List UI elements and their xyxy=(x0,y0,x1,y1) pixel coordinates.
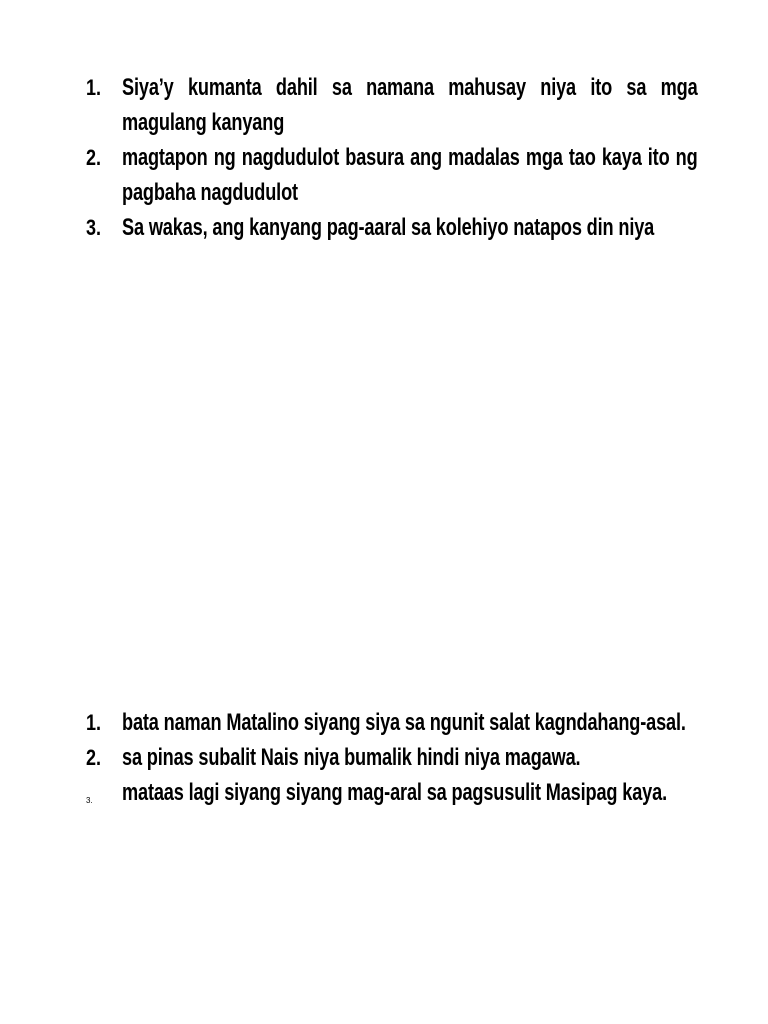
item-text-wrapper xyxy=(122,775,698,810)
list-item xyxy=(86,70,698,140)
item-text: magtapon ng nagdudulot basura ang madalas mga tao kaya ito ng pagbaha nagdudulot xyxy=(122,144,698,206)
item-number: 1. xyxy=(86,710,102,735)
first-sentence-list xyxy=(86,70,698,245)
list-item xyxy=(86,210,698,245)
item-text-wrapper xyxy=(122,740,698,775)
item-text: bata naman Matalino siyang siya sa ngunit salat kagndahang-asal. xyxy=(122,709,686,736)
item-number: 1. xyxy=(86,75,102,100)
item-number: 3. xyxy=(86,796,93,805)
item-number: 2. xyxy=(86,745,102,770)
item-text: mataas lagi siyang siyang mag-aral sa pagsusulit Masipag kaya. xyxy=(122,779,667,806)
list-item xyxy=(86,140,698,210)
second-sentence-list xyxy=(86,705,698,810)
item-text: Siya’y kumanta dahil sa namana mahusay niya ito sa mga magulang kanyang xyxy=(122,74,698,136)
item-text-wrapper xyxy=(122,705,698,740)
item-text-wrapper xyxy=(122,70,698,140)
item-text-wrapper xyxy=(122,140,698,210)
item-text: Sa wakas, ang kanyang pag-aaral sa kolehiyo natapos din niya xyxy=(122,214,655,241)
item-text-wrapper xyxy=(122,210,698,245)
item-text: sa pinas subalit Nais niya bumalik hindi niya magawa. xyxy=(122,744,581,771)
item-number: 2. xyxy=(86,145,102,170)
list-item xyxy=(86,740,698,775)
list-item xyxy=(86,705,698,740)
list-item xyxy=(86,775,698,810)
item-number: 3. xyxy=(86,215,102,240)
